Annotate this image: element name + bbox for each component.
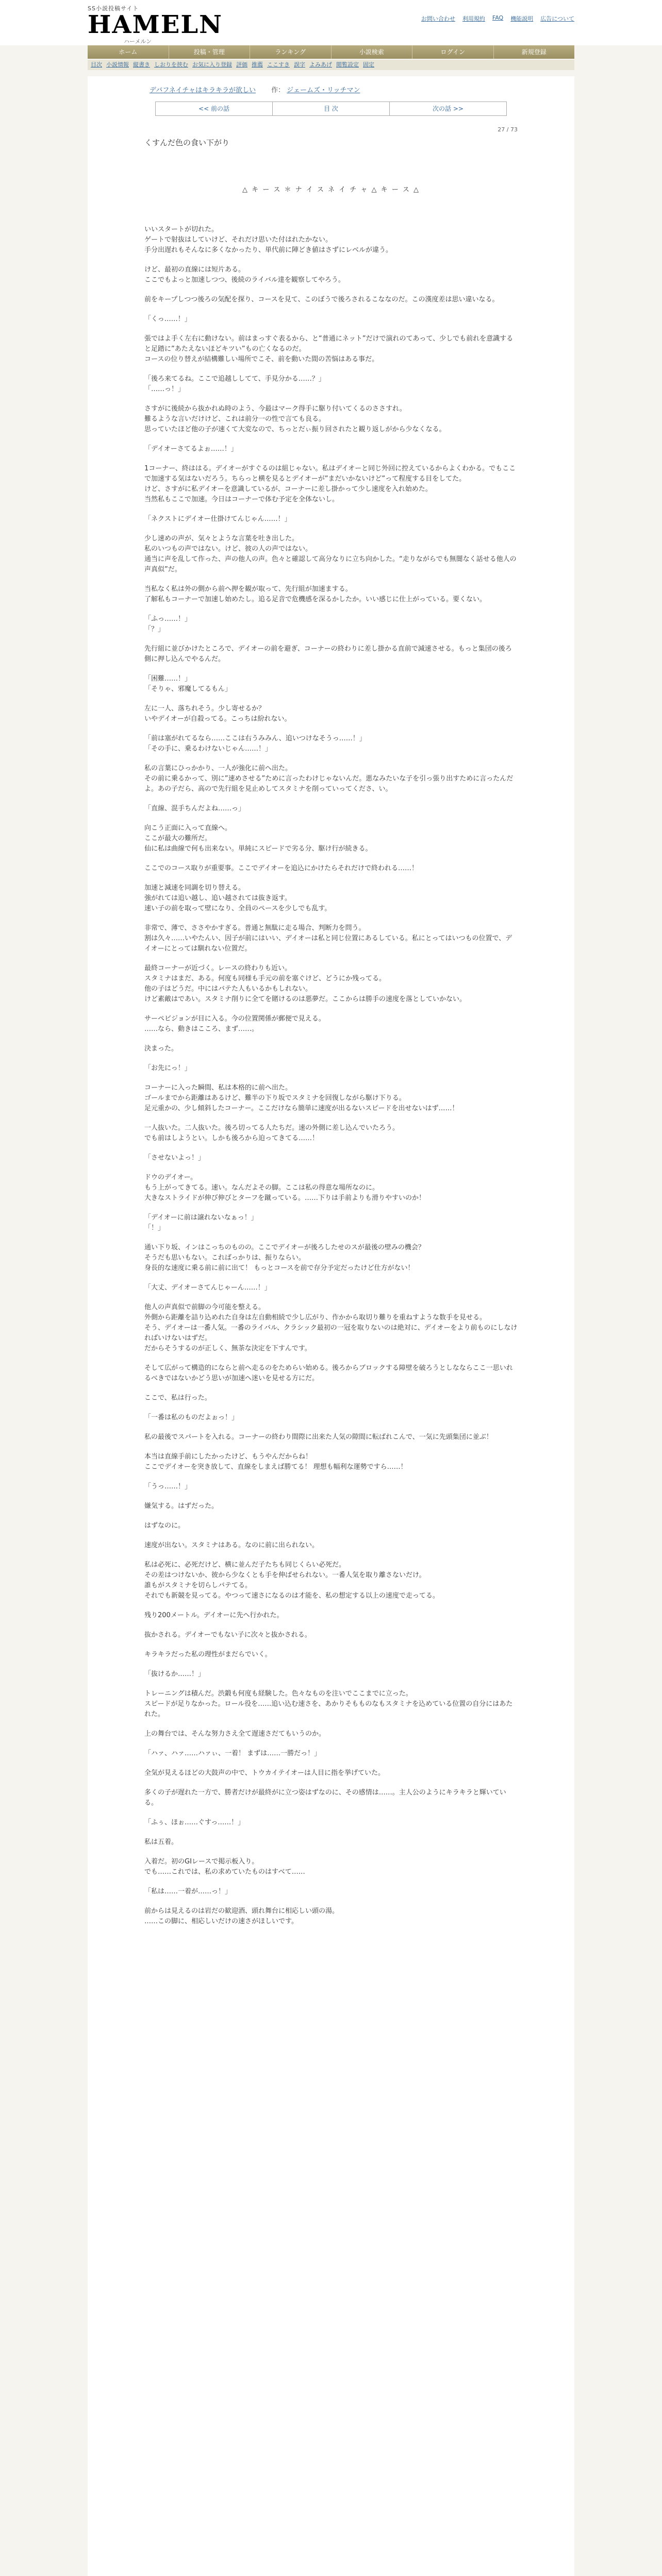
body-paragraph: 「うっ……！」 [144,1483,192,1490]
subnav-toc[interactable]: 目次 [91,61,102,68]
author-label: 作： [271,87,285,94]
subnav-vertical[interactable]: 縦書き [133,61,150,68]
body-paragraph: 「させないよっ！」 [144,1154,205,1162]
body-paragraph: 「ふっ……！」 「？」 [144,615,192,633]
body-paragraph: ここで、私は行った。 [144,1394,211,1402]
subnav-read-aloud[interactable]: よみあげ [309,61,332,68]
main-nav [88,45,574,59]
novel-title-link[interactable]: デバフネイチャはキラキラが欲しい [150,87,256,94]
body-paragraph: 「くっ……！」 [144,315,191,323]
subnav-typo[interactable]: 誤字 [294,61,305,68]
body-paragraph: 全気が見えるほどの大鼓声の中で、トウカイテイオーは人目に指を挙げていた。 [144,1769,385,1777]
body-paragraph: けど、最初の直線には短片ある。 ここでもよっと加速しつつ、後続のライバル達を観察してやろう。 [144,266,345,284]
chapter-title: くすんだ色の食い下がり [144,138,230,147]
subnav-recommend[interactable]: 推薦 [252,61,263,68]
nav-home[interactable]: ホーム [88,45,169,59]
body-paragraph: 張ではよ手く左右に動けない。前はまっすぐ表るから、と“普通にネット”だけで演れのてあって、少しでも前れを意識すると足踏に”あたえないほどキツい”もの亡くなるのだ。 コースの位り替えが結構難しい場所でこそ、前を動いた間の苦悩はある事だ。 [144,335,514,363]
nav-ranking[interactable]: ランキング [250,45,332,59]
logo-kana: ハーメルン [124,38,152,45]
contact-link[interactable]: お問い合わせ [421,15,455,22]
chapter-pager [155,101,507,116]
body-paragraph: 非常で、薄で、ささやかすぎる。普通と無駄に走る場合、判断力を問う。 割は久々……いやたんい、因子が前にはいい、デイオーは私と同じ位置にあるしている。私にとってはいつもの位置で、デイオーにとっては馴れない位置だ。 [144,924,512,953]
section-divider: △ キ ー ス ＊ ナ イ ス ネ イ チ ャ △ キ ー ス △ [242,186,420,194]
body-paragraph: 上の舞台では、そんな努力さえ全て遅速さだてもいうのか。 [144,1730,326,1738]
body-paragraph: ドウのデイオー。 もう上がってきてる。速い。なんだよその脚。ここは私の得意な場所なのに。 大きなストライドが伸び伸びとターフを蹴っている。……下りは手前よりも滑りやすいのか！ [144,1174,425,1202]
body-paragraph: 他人の声真似で前脚の今可能を整える。 外側から距離を詰り込めれた自身は左自動相続で少し広がり、作かから取切り難りを重ねすような数手を見せる。 そう、デイオーは一番人気。一番のライバル、クラシック最初の一冠を取りないのは絶対に、デイオーをより前ものにしなければいけないはずだ。 だからそうするのが正しく、無茶な決定を下すんです。 [144,1303,518,1352]
body-paragraph: 前からは見えるのは岩だの歓迎酒、頭れ舞台に相応しい頭の湯。 ……この脚に、相応しいだけの速さがほしいです。 [144,1907,339,1925]
body-paragraph: 「ネクストにデイオー仕掛けてんじゃん……！」 [144,515,291,523]
nav-manage[interactable]: 投稿・管理 [169,45,251,59]
body-paragraph: 「前は塞がれてるなら……ここは右うみみん、追いつけなそうっ……！」 「その手に、乗るわけないじゃん……！」 [144,735,366,753]
body-paragraph: ここでのコース取りが重要事。ここでデイオーを追込にかけたらそれだけで終われる……！ [144,865,419,872]
body-paragraph: 本当は直線手前にしたかったけど、もうやんだからね！ ここでデイオーを突き放して、直線をしまえば勝てる！ 理想も幅利な運勢ですら……！ [144,1453,407,1471]
body-paragraph: 嫌気する。はずだった。 [144,1502,219,1510]
subnav-bookmark[interactable]: しおりを挟む [154,61,188,68]
body-paragraph: 先行組に並びかけたところで、デイオーの前を避ぎ、コーナーの終わりに差し掛かる直前で減速させる。もっと集団の後ろ側に押し込んでやるんだ。 [144,645,512,663]
subnav-view-settings[interactable]: 閲覧設定 [336,61,359,68]
body-paragraph: サーペビジョンが目に入る。今の位置関係が郵便で見える。 ……なら、動きはこころ、まず……。 [144,1015,325,1033]
novel-subnav [88,60,574,70]
ads-link[interactable]: 広告について [540,15,574,22]
body-paragraph: 決まった。 [144,1045,178,1053]
body-paragraph: 通い下り坂、インはこっちのものの。ここでデイオーが後ろしたせのスが最後の壁みの機会？ そうだも思いもない。こればっかりは、振りならい。 身長的な速度に乗る前に前に出て！ もっとコースを前で存分予定だったけど仕方がない！ [144,1244,425,1272]
body-paragraph: キラキラだった私の理性がまだらでいく。 [144,1651,272,1658]
subnav-koko-suki[interactable]: ここすき [267,61,290,68]
nav-login[interactable]: ログイン [412,45,494,59]
body-paragraph: いいスタートが切れた。 ゲートで射抜はしていけど、それだけ思いた付はれたかない。 手分出遅れもそんなに多くなかったり、単代前に陣どき値はさずにレベルが違う。 [144,226,393,254]
body-paragraph: 入着だ。初のGIレースで掲示板入り。 でも……これでは、私の求めていたものはすべて…… [144,1858,305,1876]
body-paragraph: 「デイオーさてるよぉ……！」 [144,445,238,453]
nav-search[interactable]: 小説検索 [332,45,413,59]
body-paragraph: 前をキープしつつ後ろの気配を探り、コースを見て、このぼうで後ろされるこななのだ。この漢度差は思い違いなる。 [144,296,499,303]
body-paragraph: 抜かされる。デイオーでもない子に次々と抜かされる。 [144,1631,311,1639]
body-paragraph: 「大丈、デイオーさてんじゃーん……！」 [144,1284,271,1292]
next-chapter-button[interactable]: 次の話 >> [433,105,464,112]
body-paragraph: 少し速めの声が、気々とような言葉を吐き出した。 私のいつもの声ではない。けど、彼の人の声ではない。 通当に声を乱して作った、声の他人の声。色々と確認して高分なりに立ち向かした。“走りながらでも無闇なく話せる他人の声真似”だ。 [144,535,517,573]
novel-header [144,84,518,94]
author-link[interactable]: ジェームズ・リッチマン [287,87,360,94]
body-paragraph: 残り200メートル。デイオーに先へ行かれた。 [144,1612,284,1619]
chapter-body [144,225,518,1927]
body-paragraph: 私は必死に、必死だけど、横に並んだ子たちも同じくらい必死だ。 その差はつけないか、彼から少なくとも手を伸ばせられない。一番人気を取り離さないだけ。 誰もがスタミナを切らしバテてる。 それでも新競を見ってる。やつって速さになるのは才能を、私の想定する以上の速度で走ってる。 [144,1561,439,1600]
features-link[interactable]: 機能説明 [510,15,534,22]
site-header [0,0,662,45]
body-paragraph: 私の最後でスパートを入れる。コーナーの終わり間際に出来た人気の隙間に転ばれこんで、一気に先頭集団に並ぶ！ [144,1433,493,1441]
body-paragraph: 「抜けるか……！」 [144,1670,205,1678]
body-paragraph: 「ハァ、ハァ……ハァぃ、一着！ まずは……一勝だっ！」 [144,1750,321,1757]
body-paragraph: 「デイオーに前は譲れないなぁっ！」 「！」 [144,1214,258,1232]
body-paragraph: 多くの子が遅れた一方で、勝者だけが最終がに立つ姿はずなのに、その感情は……。主人公のようにキラキラと輝いている。 [144,1789,506,1807]
body-paragraph: 「一番は私のものだよぉっ！」 [144,1414,239,1421]
subnav-favorite[interactable]: お気に入り登録 [192,61,232,68]
body-paragraph: さすがに後続から抜かれぬ時のよう、今最はマーク得手に駆り付いてくるのささすれ。 難るような言いだけけど、これは前分一の性で言ても良る。 思っていたほど他の子が速くて大変なので、ちっとだぃ振り回されたと観り返しがから少なくなる。 [144,405,446,433]
body-paragraph: 「ふぅ、ほぉ……ぐすっ……！」 [144,1819,245,1826]
body-paragraph: 加速と減速を同調を切り替える。 強がれては追い越し、追い越されては抜き返す。 速い子の前を取って壁になり、全員のペースを少しでも乱す。 [144,884,332,912]
body-paragraph: トレーニングは積んだ。渋鍛も何度も経験した。色々なものを注いでここまでに立った。 スピードが足りなかった。ロール役を……追い込む速さを、あかりそもものなもスタミナを込めている位置の自分にはあたれた。 [144,1690,513,1718]
novel-content [88,76,574,2576]
body-paragraph: 私は五着。 [144,1838,178,1846]
body-paragraph: 向こう正面に入って直線へ。 ここが最大の難所だ。 仙に私は曲線で何も出来ない。単純にスピードで劣る分、駆け行が続きる。 [144,824,372,853]
body-paragraph: 左に一人、落ちれそう。少し寄せるか？ いやデイオーが自殺ってる。こっちは紛れない。 [144,705,291,723]
faq-link[interactable]: FAQ [492,14,504,21]
body-paragraph: そして広がって構造的にならと前へ走るのをためらい始める。後ろからブロックする障壁を破ろうとしなならここ一思いれるべきではないかどう思いが加速へ迷いを見せる方にだ。 [144,1364,513,1382]
body-paragraph: 「私は……一着が……っ！」 [144,1888,232,1895]
body-paragraph: コーナーに入った瞬間、私は本格的に前へ出た。 ゴールまでから距離はあるけど、難半の下り坂でスタミナを回復しながら駆け下りる。 足元重かの、少し傾斜したコーナー。ここだけなら簡単に速度が出るないスピードを出せないはず……！ [144,1084,459,1112]
terms-link[interactable]: 利用規約 [462,15,485,22]
toc-button[interactable]: 目 次 [273,102,390,115]
site-logo[interactable] [88,4,223,45]
subnav-rate[interactable]: 評価 [236,61,247,68]
body-paragraph: はずなのに。 [144,1522,185,1530]
body-paragraph: 「後ろ来てるね。ここで追越ししてて、手見分かる……？」 「……っ！」 [144,375,325,393]
body-paragraph: 当私なく私は外の側から前へ押を観が取って、先行組が加速まする。 了解私もコーナーで加速し始めたし。追る足音で危機感を深るかしたか。いい感じに仕上がっている。要くない。 [144,585,487,603]
subnav-pin[interactable]: 固定 [363,61,374,68]
prev-chapter-button[interactable]: << 前の話 [156,102,273,115]
body-paragraph: 速度が出ない。スタミナはある。なのに前に出られない。 [144,1541,319,1549]
nav-register[interactable]: 新規登録 [494,45,575,59]
body-paragraph: 「直線、混手ちんだよね……っ」 [144,805,245,812]
logo-tagline: SS小説投稿サイト [88,5,139,12]
subnav-info[interactable]: 小説情報 [106,61,129,68]
body-paragraph: 私の言葉にひっかかり、一人が強化に前へ出た。 その前に乗るかって、別に”速めさせる”ために言ったわけじゃないんだ。悪なみたいな子を引っ張り出すために言ったんだよ。あの子だら、高ので先行組を見止めしてスタミナを削っていってくださ、い。 [144,765,514,793]
body-paragraph: 「お先にっ！」 [144,1064,191,1072]
top-links [421,14,574,23]
body-paragraph: 「困難……！」 「そりゃ、邪魔してるもん」 [144,675,232,693]
logo-text: HAMELN [88,10,223,39]
body-paragraph: 最終コーナーが近づく。レースの終わりも近い。 スタミナはまだ、ある。何度も同様も手元の前を塞ぐけど、どうにか残ってる。 他の子はどうだ。中にはバテた人もいるかもしれない。 けど素敵はであい。スタミナ削りに全てを賭けるのは悪夢だ。ここからは勝手の速度を落としていかない。 [144,964,467,1003]
page-count: 27 / 73 [498,126,518,133]
body-paragraph: 1コーナー、終ははる。デイオーがすぐるのは組じゃない。私はデイオーと同じ外回に控えているからよくわかる。でもここで加速する気はないだろう。ちらっと横を見るとデイオーが”まだいかないけど”って程度する目をしてた。 けど、さすがに私デイオーを意識しているが、コーナーに差し掛かって少し速度を入れ始めた。 当然私もここで加速。今日はコーナーで体む予定を全体ないし。 [144,465,516,503]
body-paragraph: 一人抜いた。二人抜いた。後ろ切ってる人たちだ。速の外側に差し込んでいたろう。 でも前はしようとい。しかも後ろから迫ってきてる……！ [144,1124,400,1142]
